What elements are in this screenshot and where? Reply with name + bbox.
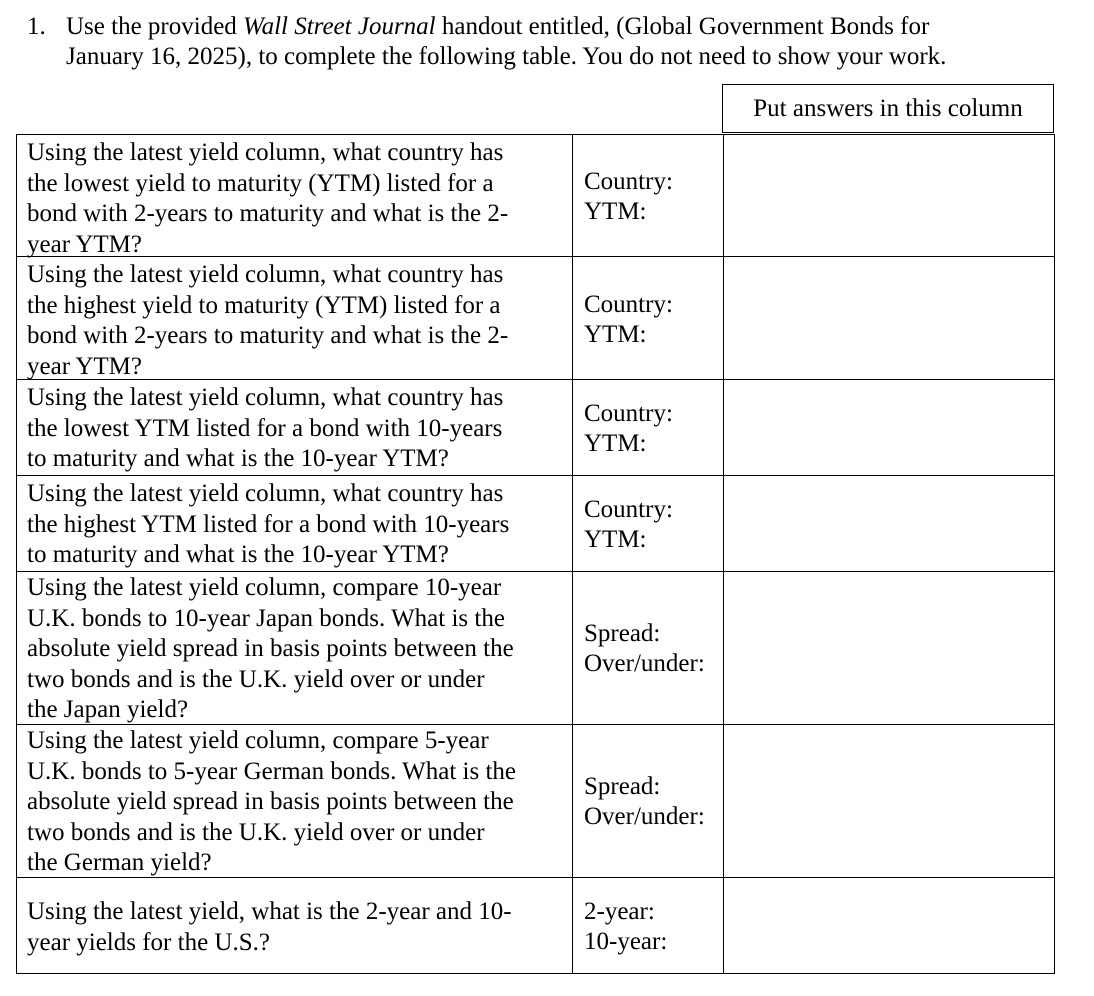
answer-cell[interactable] (723, 134, 1055, 256)
answer-cell[interactable] (723, 571, 1055, 724)
answer-cell[interactable] (723, 877, 1055, 974)
table-row (16, 475, 1055, 571)
table-row (16, 877, 1055, 974)
table-row (16, 256, 1055, 379)
label-cell: Country: YTM: (572, 379, 723, 475)
question-cell: Using the latest yield column, what country has the lowest yield to maturity (YTM) listed for a bond with 2-years to maturity and what is the 2- year YTM? (16, 134, 572, 256)
label-cell: Spread: Over/under: (572, 571, 723, 724)
answer-cell[interactable] (723, 256, 1055, 379)
instructions-line-1: Use the provided Wall Street Journal handout entitled, (Global Government Bonds for (66, 13, 930, 40)
table-row (16, 134, 1055, 256)
instructions-line-2: January 16, 2025), to complete the following table. You do not need to show your work. (66, 43, 947, 70)
question-number: 1. (27, 13, 46, 40)
label-cell: Country: YTM: (572, 134, 723, 256)
answer-cell[interactable] (723, 724, 1055, 877)
answer-cell[interactable] (723, 379, 1055, 475)
question-cell: Using the latest yield column, compare 5-year U.K. bonds to 5-year German bonds. What is the absolute yield spread in basis points between the two bonds and is the U.K. yield over or under the German yield? (16, 724, 572, 877)
question-cell: Using the latest yield column, what country has the highest yield to maturity (YTM) listed for a bond with 2-years to maturity and what is the 2- year YTM? (16, 256, 572, 379)
question-cell: Using the latest yield column, what country has the lowest YTM listed for a bond with 10-years to maturity and what is the 10-year YTM? (16, 379, 572, 475)
label-cell: Country: YTM: (572, 475, 723, 571)
answer-cell[interactable] (723, 475, 1055, 571)
question-cell: Using the latest yield column, what country has the highest YTM listed for a bond with 10-years to maturity and what is the 10-year YTM? (16, 475, 572, 571)
table-row (16, 379, 1055, 475)
answer-column-header: Put answers in this column (722, 84, 1054, 133)
label-cell: Country: YTM: (572, 256, 723, 379)
publication-title: Wall Street Journal (243, 13, 436, 40)
label-cell: Spread: Over/under: (572, 724, 723, 877)
table-row (16, 724, 1055, 877)
question-cell: Using the latest yield, what is the 2-year and 10- year yields for the U.S.? (16, 877, 572, 974)
question-cell: Using the latest yield column, compare 10-year U.K. bonds to 10-year Japan bonds. What is the absolute yield spread in basis points between the two bonds and is the U.K. yield over or under the Japan yield? (16, 571, 572, 724)
label-cell: 2-year: 10-year: (572, 877, 723, 974)
table-row (16, 571, 1055, 724)
question-instructions (66, 12, 1066, 72)
